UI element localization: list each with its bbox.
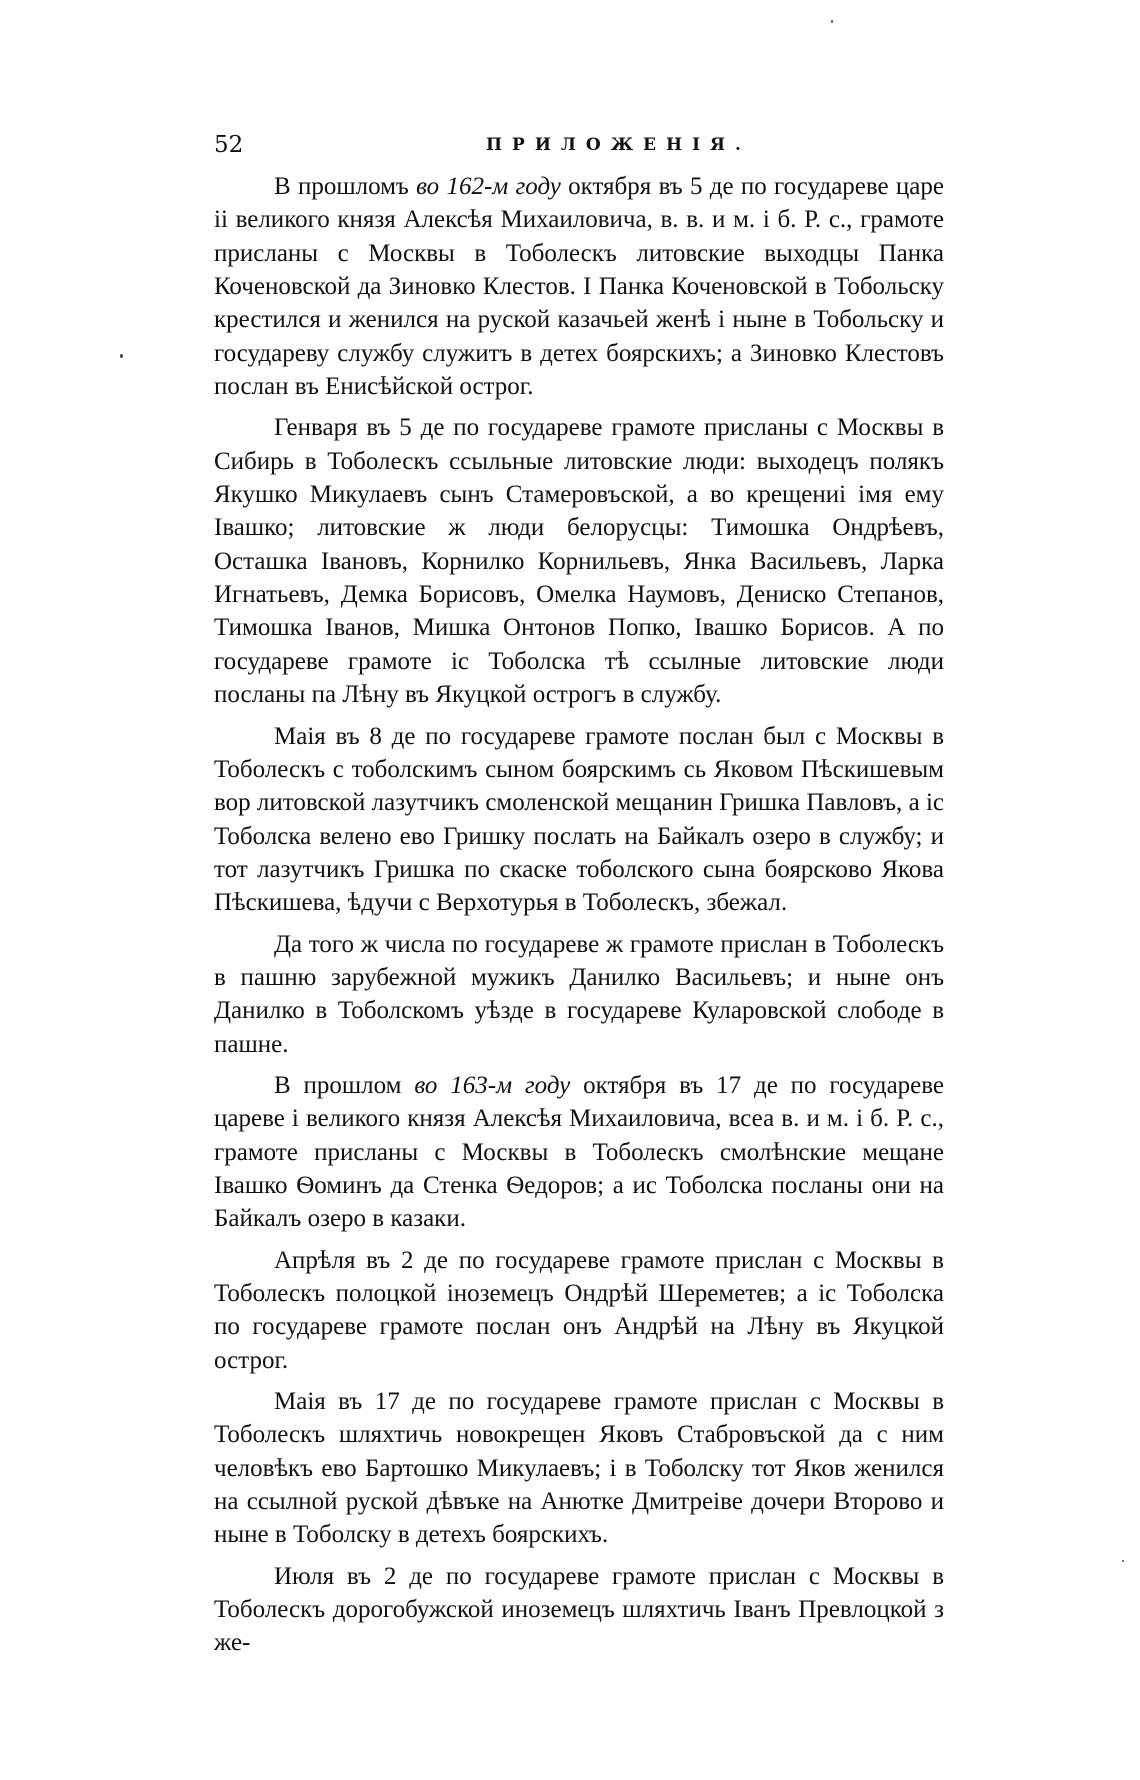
- paper-speck: [1122, 1560, 1124, 1562]
- paragraph-text: Да того ж числа по государеве ж грамоте прислан в Тоболескъ в пашню зарубежной мужикъ Данилко Васильевъ; и ныне онъ Данилко в Тоболскомъ уѣзде в государеве Куларовской слободе в пашне.: [214, 930, 944, 1058]
- paragraph-text: Маія въ 17 де по государеве грамоте прислан с Москвы в Тоболескъ шляхтичь новокрещен Яковъ Стабровъской да с ним человѣкъ ево Бартошко Микулаевъ; і в Тоболску тот Яков женился на ссылной руской дѣвъке на Анютке Дмитреіве дочери Второво и ныне в Тоболску в детехъ боярскихъ.: [214, 1388, 944, 1549]
- paragraph-text: Апрѣля въ 2 де по государеве грамоте прислан с Москвы в Тоболескъ полоцкой іноземецъ Ондрѣй Шереметев; а іс Тоболска по государеве грамоте послан онъ Андрѣй на Лѣну въ Якуцкой острог.: [214, 1246, 944, 1374]
- running-title: ПРИЛОЖЕНІЯ.: [486, 135, 751, 155]
- paragraph: [214, 928, 944, 1061]
- italic-date: во 163-м году: [414, 1071, 571, 1099]
- paragraph: [214, 1244, 944, 1377]
- paragraph-text: Генваря въ 5 де по государеве грамоте присланы с Москвы в Сибирь в Тоболескъ ссыльные литовские люди: выходецъ полякъ Якушко Микулаевъ сынъ Стамеровъской, а во крещениі імя ему Івашко; литовские ж люди белорусцы: Тимошка Ондрѣевъ, Осташка Івановъ, Корнилко Корнильевъ, Янка Васильевъ, Ларка Игнатьевъ, Демка Борисовъ, Омелка Наумовъ, Дениско Степанов, Тимошка Іванов, Мишка Онтонов Попко, Івашко Борисов. А по государеве грамоте іс Тоболска тѣ ссылные литовские люди посланы па Лѣну въ Якуцкой острогъ в службу.: [214, 414, 944, 709]
- paragraph-text: Июля въ 2 де по государеве грамоте прислан с Москвы в Тоболескъ дорогобужской иноземецъ шляхтичь Іванъ Превлоцкой з же-: [214, 1562, 944, 1657]
- paragraph-text: В прошлом: [274, 1071, 415, 1099]
- paragraph: [214, 1069, 944, 1236]
- italic-date: во 162-м году: [416, 173, 561, 200]
- paper-speck: [831, 20, 833, 23]
- paragraph-text: октября въ 5 де по государеве царе іі великого князя Алексѣя Михаиловича, в. в. и м. і б. Р. с., грамоте присланы с Москвы в Тоболескъ литовские выходцы Панка Коченовской да Зиновко Клестов. І Панка Коченовской в Тобольску крестился и женился на руской казачьей женѣ і ныне в Тобольску и государеву службу служитъ в детех боярскихъ; а Зиновко Клестовъ послан въ Енисѣйской острог.: [214, 173, 944, 401]
- paragraph-text: Маія въ 8 де по государеве грамоте послан был с Москвы в Тоболескъ с тоболскимъ сыном боярскимъ сь Яковом Пѣскишевым вор литовской лазутчикъ смоленской мещанин Гришка Павловъ, а іс Тоболска велено ево Гришку послать на Байкалъ озеро в службу; и тот лазутчикъ Гришка по скаске тоболского сына боярсково Якова Пѣскишева, ѣдучи с Верхотурья в Тоболескъ, збежал.: [214, 722, 944, 917]
- paper-speck: [120, 354, 123, 358]
- paragraph-text: В прошломъ: [274, 173, 417, 200]
- running-header: [214, 128, 944, 162]
- paragraph: [214, 411, 944, 711]
- paragraph-text: октября въ 17 де по государеве цареве і великого князя Алексѣя Михаиловича, всеа в. и м. і б. Р. с., грамоте присланы с Москвы в Тоболескъ смолѣнские мещане Івашко Ѳоминъ да Стенка Ѳедоров; а ис Тоболска посланы они на Байкалъ озеро в казаки.: [214, 1071, 945, 1233]
- paragraph: [214, 170, 944, 403]
- paragraph: [214, 720, 944, 920]
- paragraph: [214, 1560, 944, 1660]
- paragraph: [214, 1385, 944, 1552]
- page-number: 52: [214, 132, 244, 158]
- body-text: [214, 170, 944, 1660]
